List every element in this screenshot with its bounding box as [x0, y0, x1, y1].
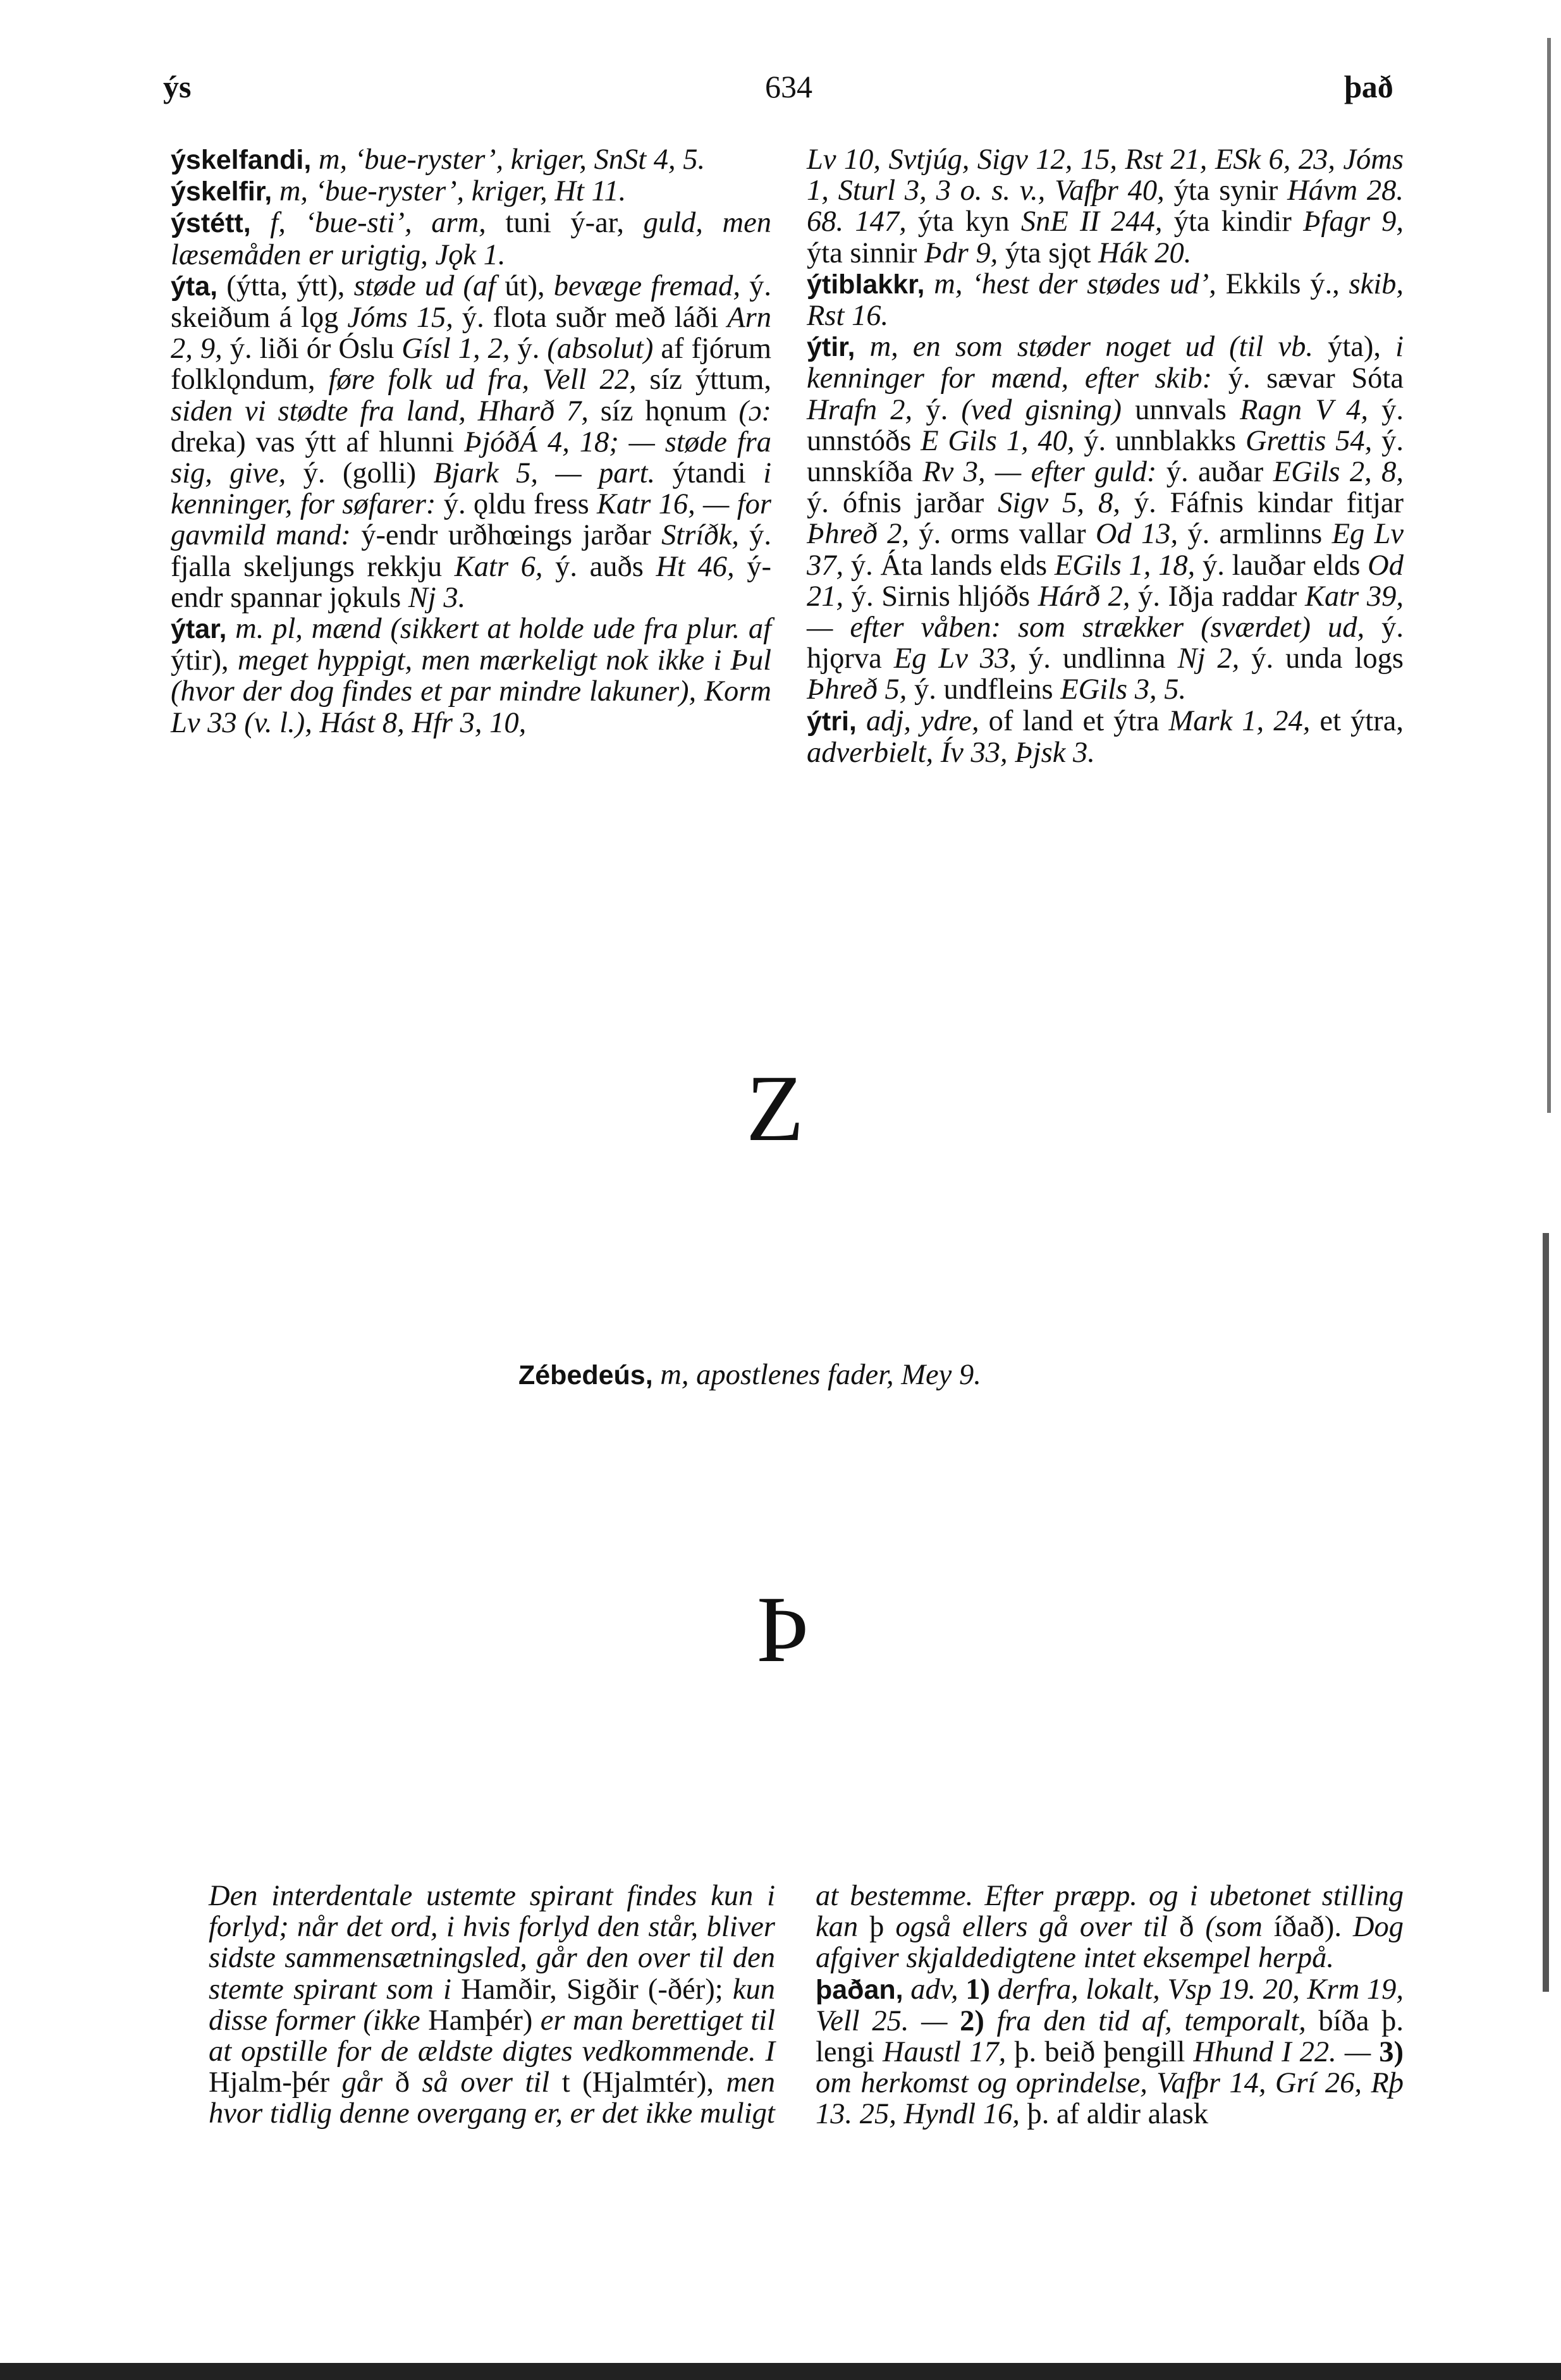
thorn-intro-left [209, 1880, 775, 2130]
zebedeus-entry [518, 1359, 1151, 1391]
intro-paragraph: Den interdentale ustemte spirant findes kun i forlyd; når det ord, i hvis forlyd den står, bliver sidste sammensætningsled, går den over til den stemte spirant som i Hamðir, Sigðir (-ðér); kun disse former (ikke Hamþér) er man berettiget til at opstille for de ældste digtes vedkommende. I Hjalm-þér går ð så over til t (Hjalmtér), men hvor tidlig denne overgang er, er det ikke muligt [209, 1880, 775, 2130]
running-head-left: ýs [163, 69, 192, 104]
thorn-intro-right [816, 1880, 1404, 2130]
dictionary-entry: ýtar, m. pl, mænd (sikkert at holde ude fra plur. af ýtir), meget hyppigt, men mærkeligt nok ikke i Þul (hvor der dog findes et par mindre lakuner), Korm Lv 33 (v. l.), Hást 8, Hfr 3, 10, [171, 613, 771, 739]
dictionary-entry: Zébedeús, m, apostlenes fader, Mey 9. [518, 1359, 981, 1391]
section-letter-thorn: Þ [756, 1577, 809, 1682]
dictionary-entry: þaðan, adv, 1) derfra, lokalt, Vsp 19. 20, Krm 19, Vell 25. — 2) fra den tid af, temporalt, bíða þ. lengi Haustl 17, þ. beið þengill Hhund I 22. — 3) om herkomst og oprindelse, Vafþr 14, Grí 26, Rþ 13. 25, Hyndl 16, þ. af aldir alask [816, 1973, 1404, 2131]
right-column [807, 144, 1404, 768]
page-number: 634 [765, 69, 812, 104]
scan-edge-right-lower [1543, 1233, 1549, 1992]
dictionary-entry: ýtir, m, en som støder noget ud (til vb. ýta), i kenninger for mænd, efter skib: ý. sævar Sóta Hrafn 2, ý. (ved gisning) unnvals Ragn V 4, ý. unnstóðs E Gils 1, 40, ý. unnblakks Grettis 54, ý. unnskíða Rv 3, — efter guld: ý. auðar EGils 2, 8, ý. ófnis jarðar Sigv 5, 8, ý. Fáfnis kindar fitjar Þhreð 2, ý. orms vallar Od 13, ý. armlinns Eg Lv 37, ý. Áta lands elds EGils 1, 18, ý. lauðar elds Od 21, ý. Sirnis hljóðs Hárð 2, ý. Iðja raddar Katr 39, — efter våben: som strækker (sværdet) ud, ý. hjǫrva Eg Lv 33, ý. undlinna Nj 2, ý. unda logs Þhreð 5, ý. undfleins EGils 3, 5. [807, 331, 1404, 706]
dictionary-entry: ýstétt, f, ‘bue-sti’, arm, tuni ý-ar, guld, men læsemåden er urigtig, Jǫk 1. [171, 207, 772, 271]
dictionary-entry: ýskelfir, m, ‘bue-ryster’, kriger, Ht 11. [171, 175, 627, 208]
running-head-right: það [1344, 69, 1393, 104]
dictionary-entry: at bestemme. Efter præpp. og i ubetonet stilling kan þ også ellers gå over til ð (som íðað). Dog afgiver skjaldedigtene intet eksempel herpå. [816, 1880, 1404, 1975]
dictionary-entry: ýskelfandi, m, ‘bue-ryster’, kriger, SnSt 4, 5. [171, 144, 706, 176]
dictionary-entry: Lv 10, Svtjúg, Sigv 12, 15, Rst 21, ESk 6, 23, Jóms 1, Sturl 3, 3 o. s. v., Vafþr 40, ýta synir Hávm 28. 68. 147, ýta kyn SnE II 244, ýta kindir Þfagr 9, ýta sinnir Þdr 9, ýta sjǫt Hák 20. [807, 144, 1404, 269]
dictionary-entry: ýtri, adj, ydre, of land et ýtra Mark 1, 24, et ýtra, adverbielt, Ív 33, Þjsk 3. [807, 704, 1404, 769]
scan-edge-right [1547, 38, 1551, 1113]
scan-edge-bottom [0, 2363, 1561, 2380]
section-letter-z: Z [746, 1056, 804, 1161]
left-column [171, 144, 771, 739]
dictionary-entry: ýtiblakkr, m, ‘hest der stødes ud’, Ekkils ý., skib, Rst 16. [807, 267, 1404, 333]
dictionary-entry: ýta, (ýtta, ýtt), støde ud (af út), bevæge fremad, ý. skeiðum á lǫg Jóms 15, ý. flota suðr með láði Arn 2, 9, ý. liði ór Óslu Gísl 1, 2, ý. (absolut) af fjórum folklǫndum, føre folk ud fra, Vell 22, síz ýttum, siden vi stødte fra land, Hharð 7, síz hǫnum (ɔ: dreka) vas ýtt af hlunni ÞjóðÁ 4, 18; — støde fra sig, give, ý. (golli) Bjark 5, — part. ýtandi i kenninger, for søfarer: ý. ǫldu fress Katr 16, — for gavmild mand: ý-endr urðhœings jarðar Stríðk, ý. fjalla skeljungs rekkju Katr 6, ý. auðs Ht 46, ý-endr spannar jǫkuls Nj 3. [171, 269, 772, 614]
